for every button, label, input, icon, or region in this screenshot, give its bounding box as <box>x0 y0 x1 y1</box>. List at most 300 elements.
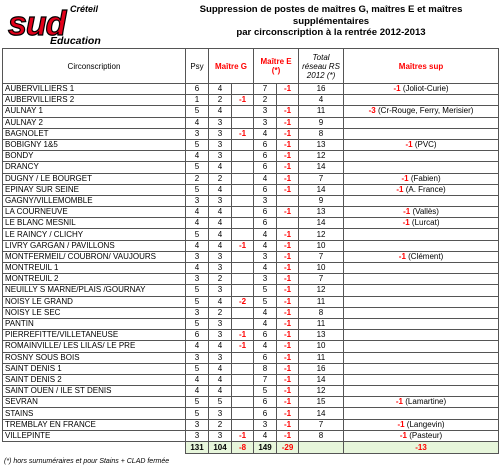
maitres-sup-cell <box>344 318 499 329</box>
maitre-e-delta-cell: -1 <box>277 274 299 285</box>
total-e-delta: -29 <box>277 442 299 454</box>
maitres-sup-cell <box>344 352 499 363</box>
maitres-sup-cell <box>344 151 499 162</box>
maitres-sup-school: (PVC) <box>414 140 437 150</box>
total-psy: 131 <box>186 442 209 454</box>
maitre-g-cell: 4 <box>209 106 232 117</box>
psy-cell: 5 <box>186 162 209 173</box>
psy-cell: 5 <box>186 408 209 419</box>
circonscription-cell: AUBERVILLIERS 1 <box>3 84 186 95</box>
maitre-g-cell: 2 <box>209 274 232 285</box>
maitres-sup-cell <box>344 307 499 318</box>
total-reseau-cell: 8 <box>299 307 344 318</box>
maitres-sup-cell <box>344 374 499 385</box>
circonscription-cell: PANTIN <box>3 318 186 329</box>
maitre-e-delta-cell: -1 <box>277 251 299 262</box>
table-row <box>3 341 499 352</box>
circonscription-cell: SEVRAN <box>3 397 186 408</box>
maitres-sup-cell <box>344 162 499 173</box>
table-row <box>3 95 499 106</box>
logo-sud-text: sud <box>8 5 66 43</box>
total-reseau-cell: 10 <box>299 341 344 352</box>
maitres-sup-cell <box>344 341 499 352</box>
maitre-e-cell: 4 <box>254 307 277 318</box>
maitre-e-delta-cell: -1 <box>277 419 299 430</box>
header-maitre-e: Maître E (*) <box>254 49 299 84</box>
maitres-sup-cell <box>344 240 499 251</box>
maitre-e-cell: 7 <box>254 84 277 95</box>
maitres-sup-school: (Clément) <box>408 251 444 261</box>
total-g-delta: -8 <box>232 442 254 454</box>
sud-education-logo <box>6 2 118 46</box>
maitres-sup-school: (Lurcat) <box>411 218 440 228</box>
maitre-e-cell: 3 <box>254 117 277 128</box>
maitres-sup-cell <box>344 117 499 128</box>
table-row <box>3 151 499 162</box>
table-row <box>3 251 499 262</box>
maitre-g-delta-cell <box>232 195 254 206</box>
maitre-e-delta-cell: -1 <box>277 296 299 307</box>
table-row <box>3 173 499 184</box>
maitre-g-cell: 3 <box>209 195 232 206</box>
psy-cell: 1 <box>186 95 209 106</box>
maitre-e-cell: 6 <box>254 184 277 195</box>
total-reseau-cell: 7 <box>299 274 344 285</box>
maitres-sup-cell <box>344 128 499 139</box>
maitre-g-delta-cell <box>232 263 254 274</box>
maitres-sup-cell <box>344 184 499 195</box>
maitre-g-cell: 2 <box>209 307 232 318</box>
maitres-sup-delta: -3 <box>368 106 376 116</box>
maitre-e-delta-cell: -1 <box>277 207 299 218</box>
maitre-g-delta-cell <box>232 363 254 374</box>
maitre-g-delta-cell: -2 <box>232 296 254 307</box>
table-row <box>3 263 499 274</box>
total-reseau-cell: 4 <box>299 95 344 106</box>
maitre-e-delta-cell <box>277 195 299 206</box>
maitre-g-cell: 4 <box>209 363 232 374</box>
total-reseau-cell: 10 <box>299 240 344 251</box>
total-reseau-cell: 13 <box>299 139 344 150</box>
maitre-e-cell: 4 <box>254 318 277 329</box>
maitre-g-delta-cell: -1 <box>232 95 254 106</box>
total-g: 104 <box>209 442 232 454</box>
table-row <box>3 207 499 218</box>
psy-cell: 4 <box>186 263 209 274</box>
total-reseau-cell: 13 <box>299 330 344 341</box>
maitre-g-cell: 2 <box>209 95 232 106</box>
table-row <box>3 419 499 430</box>
maitre-e-delta-cell: -1 <box>277 263 299 274</box>
total-reseau-cell: 16 <box>299 363 344 374</box>
total-reseau-cell: 12 <box>299 285 344 296</box>
psy-cell: 3 <box>186 307 209 318</box>
table-row <box>3 274 499 285</box>
maitres-sup-delta: -1 <box>396 184 404 194</box>
maitres-sup-cell <box>344 419 499 430</box>
total-reseau-cell: 12 <box>299 151 344 162</box>
maitres-sup-delta: -1 <box>399 430 408 440</box>
maitres-sup-delta: -1 <box>405 140 413 150</box>
maitre-e-cell: 4 <box>254 240 277 251</box>
maitre-e-cell: 5 <box>254 296 277 307</box>
maitre-e-delta-cell: -1 <box>277 162 299 173</box>
circonscription-cell: AUBERVILLIERS 2 <box>3 95 186 106</box>
total-reseau-cell: 14 <box>299 162 344 173</box>
maitres-sup-delta: -1 <box>402 218 410 228</box>
maitre-e-delta-cell: -1 <box>277 240 299 251</box>
maitre-g-cell: 3 <box>209 285 232 296</box>
total-reseau-cell: 9 <box>299 195 344 206</box>
maitres-sup-cell <box>344 263 499 274</box>
maitre-e-cell: 3 <box>254 251 277 262</box>
maitres-sup-cell <box>344 106 499 117</box>
maitre-g-cell: 3 <box>209 139 232 150</box>
psy-cell: 5 <box>186 363 209 374</box>
maitre-g-cell: 3 <box>209 151 232 162</box>
maitre-g-cell: 4 <box>209 240 232 251</box>
maitre-g-cell: 4 <box>209 229 232 240</box>
psy-cell: 4 <box>186 386 209 397</box>
circonscription-cell: STAINS <box>3 408 186 419</box>
maitre-g-delta-cell: -1 <box>232 330 254 341</box>
total-reseau-cell: 8 <box>299 430 344 441</box>
circonscription-cell: TREMBLAY EN FRANCE <box>3 419 186 430</box>
maitre-e-delta-cell: -1 <box>277 117 299 128</box>
circonscription-cell: LA COURNEUVE <box>3 207 186 218</box>
maitres-sup-delta: -1 <box>395 397 404 407</box>
circonscription-cell: MONTREUIL 2 <box>3 274 186 285</box>
maitres-sup-cell <box>344 173 499 184</box>
circonscription-cell: NOISY LE SEC <box>3 307 186 318</box>
maitre-g-cell: 3 <box>209 430 232 441</box>
maitre-e-delta-cell: -1 <box>277 318 299 329</box>
maitre-g-cell: 3 <box>209 330 232 341</box>
maitre-g-delta-cell <box>232 173 254 184</box>
maitres-sup-cell <box>344 296 499 307</box>
maitre-e-cell: 5 <box>254 285 277 296</box>
maitre-g-delta-cell <box>232 408 254 419</box>
total-reseau-cell: 11 <box>299 318 344 329</box>
maitre-e-delta-cell: -1 <box>277 139 299 150</box>
circonscription-cell: MONTREUIL 1 <box>3 263 186 274</box>
maitre-g-delta-cell <box>232 117 254 128</box>
maitres-sup-school: (Vallès) <box>412 207 439 217</box>
maitres-sup-delta: -1 <box>401 173 409 183</box>
table-row <box>3 117 499 128</box>
maitre-e-cell: 4 <box>254 341 277 352</box>
psy-cell: 6 <box>186 330 209 341</box>
maitre-g-delta-cell <box>232 162 254 173</box>
psy-cell: 3 <box>186 251 209 262</box>
circonscription-cell: SAINT OUEN / ILE ST DENIS <box>3 386 186 397</box>
circonscription-cell: AULNAY 2 <box>3 117 186 128</box>
page-title <box>186 4 476 39</box>
maitres-sup-school: (Fabien) <box>410 173 441 183</box>
maitre-e-cell: 3 <box>254 419 277 430</box>
table-row <box>3 330 499 341</box>
maitre-g-delta-cell <box>232 229 254 240</box>
maitre-g-cell: 4 <box>209 341 232 352</box>
maitre-g-cell: 3 <box>209 117 232 128</box>
psy-cell: 3 <box>186 195 209 206</box>
maitres-sup-cell <box>344 229 499 240</box>
maitre-e-cell: 6 <box>254 139 277 150</box>
psy-cell: 3 <box>186 419 209 430</box>
psy-cell: 4 <box>186 341 209 352</box>
total-sup: -13 <box>344 442 499 454</box>
maitres-sup-cell <box>344 207 499 218</box>
psy-cell: 5 <box>186 318 209 329</box>
maitres-sup-cell <box>344 84 499 95</box>
psy-cell: 4 <box>186 207 209 218</box>
circonscription-cell: EPINAY SUR SEINE <box>3 184 186 195</box>
psy-cell: 6 <box>186 84 209 95</box>
maitre-g-cell: 4 <box>209 184 232 195</box>
maitres-sup-cell <box>344 251 499 262</box>
maitre-e-delta-cell <box>277 95 299 106</box>
maitre-g-delta-cell <box>232 386 254 397</box>
maitre-g-delta-cell <box>232 218 254 229</box>
table-row <box>3 128 499 139</box>
psy-cell: 4 <box>186 374 209 385</box>
table-row <box>3 285 499 296</box>
table-row <box>3 84 499 95</box>
table-row <box>3 195 499 206</box>
maitre-e-delta-cell: -1 <box>277 84 299 95</box>
maitre-g-delta-cell: -1 <box>232 430 254 441</box>
circonscription-cell: SAINT DENIS 2 <box>3 374 186 385</box>
maitre-g-delta-cell <box>232 318 254 329</box>
circonscription-cell: ROMAINVILLE/ LES LILAS/ LE PRE <box>3 341 186 352</box>
maitre-e-delta-cell: -1 <box>277 374 299 385</box>
maitres-sup-school: (Langevin) <box>406 419 445 429</box>
psy-cell: 5 <box>186 184 209 195</box>
title-line-2: supplémentaires <box>292 15 370 27</box>
circonscription-cell: LIVRY GARGAN / PAVILLONS <box>3 240 186 251</box>
psy-cell: 5 <box>186 139 209 150</box>
psy-cell: 5 <box>186 106 209 117</box>
maitre-g-cell: 3 <box>209 318 232 329</box>
maitres-sup-delta: -1 <box>403 207 411 217</box>
total-reseau-cell: 16 <box>299 84 344 95</box>
header-circonscription: Circonscription <box>3 49 186 84</box>
maitre-g-delta-cell <box>232 84 254 95</box>
maitre-e-delta-cell: -1 <box>277 173 299 184</box>
maitre-e-cell: 6 <box>254 151 277 162</box>
maitre-g-delta-cell <box>232 106 254 117</box>
total-reseau-cell: 14 <box>299 184 344 195</box>
table-row <box>3 352 499 363</box>
maitres-sup-cell <box>344 397 499 408</box>
maitre-e-delta-cell: -1 <box>277 330 299 341</box>
total-reseau-cell: 11 <box>299 106 344 117</box>
maitre-e-delta-cell: -1 <box>277 106 299 117</box>
total-reseau-cell: 13 <box>299 207 344 218</box>
maitre-e-delta-cell: -1 <box>277 151 299 162</box>
maitres-sup-school: (Pasteur) <box>409 430 443 440</box>
total-reseau-cell: 11 <box>299 352 344 363</box>
maitre-g-cell: 4 <box>209 218 232 229</box>
maitre-g-cell: 4 <box>209 162 232 173</box>
maitre-g-cell: 4 <box>209 296 232 307</box>
maitre-e-cell: 6 <box>254 162 277 173</box>
table-row <box>3 318 499 329</box>
circonscription-cell: ROSNY SOUS BOIS <box>3 352 186 363</box>
maitre-g-cell: 5 <box>209 397 232 408</box>
table-row <box>3 184 499 195</box>
circonscription-cell: LE RAINCY / CLICHY <box>3 229 186 240</box>
circonscription-cell: BONDY <box>3 151 186 162</box>
circonscription-cell: BAGNOLET <box>3 128 186 139</box>
table-row <box>3 307 499 318</box>
maitre-g-delta-cell <box>232 274 254 285</box>
maitre-e-cell: 6 <box>254 397 277 408</box>
title-line-1: Suppression de postes de maîtres G, maîtres E et maîtres <box>199 4 463 15</box>
psy-cell: 5 <box>186 229 209 240</box>
maitres-sup-school: (Lamartine) <box>405 397 447 407</box>
table-row <box>3 430 499 441</box>
total-reseau-cell: 15 <box>299 397 344 408</box>
table-row <box>3 218 499 229</box>
circonscription-cell: DRANCY <box>3 162 186 173</box>
maitre-e-cell: 8 <box>254 363 277 374</box>
maitre-g-delta-cell: -1 <box>232 240 254 251</box>
maitre-g-delta-cell <box>232 139 254 150</box>
maitres-sup-delta: -1 <box>397 419 405 429</box>
maitre-g-cell: 3 <box>209 408 232 419</box>
totals-row <box>3 442 499 454</box>
circonscription-cell: GAGNY/VILLEMOMBLE <box>3 195 186 206</box>
maitres-sup-school: (Joliot-Curie) <box>402 84 449 94</box>
maitre-g-cell: 3 <box>209 251 232 262</box>
logo-education-text: Education <box>50 35 101 46</box>
maitre-g-delta-cell <box>232 251 254 262</box>
maitre-g-delta-cell <box>232 285 254 296</box>
maitre-e-delta-cell: -1 <box>277 363 299 374</box>
circonscription-cell: BOBIGNY 1&5 <box>3 139 186 150</box>
maitre-g-cell: 4 <box>209 386 232 397</box>
maitre-e-cell: 6 <box>254 330 277 341</box>
circonscription-cell: SAINT DENIS 1 <box>3 363 186 374</box>
maitre-e-delta-cell: -1 <box>277 408 299 419</box>
totals-label-cell <box>3 442 186 454</box>
psy-cell: 2 <box>186 173 209 184</box>
maitre-e-delta-cell: -1 <box>277 285 299 296</box>
table-row <box>3 229 499 240</box>
maitre-e-cell: 4 <box>254 263 277 274</box>
table-row <box>3 162 499 173</box>
table-row <box>3 296 499 307</box>
total-reseau-cell: 14 <box>299 374 344 385</box>
total-reseau-cell: 11 <box>299 296 344 307</box>
table-row <box>3 240 499 251</box>
psy-cell: 3 <box>186 352 209 363</box>
maitre-e-cell: 6 <box>254 352 277 363</box>
maitres-sup-school: (A. France) <box>405 184 446 194</box>
maitre-g-cell: 4 <box>209 374 232 385</box>
maitre-e-cell: 3 <box>254 274 277 285</box>
circonscription-cell: LE BLANC MESNIL <box>3 218 186 229</box>
total-reseau-cell: 14 <box>299 218 344 229</box>
psy-cell: 5 <box>186 285 209 296</box>
maitre-g-delta-cell <box>232 352 254 363</box>
maitre-e-delta-cell: -1 <box>277 430 299 441</box>
maitres-sup-cell <box>344 139 499 150</box>
total-reseau-cell: 9 <box>299 117 344 128</box>
maitres-sup-cell <box>344 408 499 419</box>
maitre-g-cell: 3 <box>209 128 232 139</box>
total-reseau-cell: 8 <box>299 128 344 139</box>
maitre-g-delta-cell <box>232 397 254 408</box>
psy-cell: 4 <box>186 218 209 229</box>
circonscription-cell: VILLEPINTE <box>3 430 186 441</box>
maitres-sup-cell <box>344 285 499 296</box>
psy-cell: 3 <box>186 430 209 441</box>
postes-table <box>2 48 499 454</box>
header-maitres-sup: Maîtres sup <box>344 49 499 84</box>
maitres-sup-cell <box>344 195 499 206</box>
maitre-e-delta-cell: -1 <box>277 307 299 318</box>
table-header-row <box>3 49 499 84</box>
maitre-g-delta-cell <box>232 307 254 318</box>
maitre-e-cell: 2 <box>254 95 277 106</box>
total-reseau <box>299 442 344 454</box>
maitre-e-delta-cell: -1 <box>277 386 299 397</box>
total-reseau-cell: 14 <box>299 408 344 419</box>
total-e: 149 <box>254 442 277 454</box>
maitre-g-delta-cell: -1 <box>232 341 254 352</box>
logo-graphic <box>6 2 118 46</box>
circonscription-cell: PIERREFITTE/VILLETANEUSE <box>3 330 186 341</box>
maitre-e-cell: 4 <box>254 430 277 441</box>
maitre-e-delta-cell: -1 <box>277 229 299 240</box>
table-row <box>3 139 499 150</box>
title-line-3: par circonscription à la rentrée 2012-2013 <box>236 27 426 38</box>
maitre-e-cell: 7 <box>254 374 277 385</box>
maitre-e-cell: 6 <box>254 207 277 218</box>
maitre-e-delta-cell <box>277 218 299 229</box>
maitre-e-cell: 6 <box>254 218 277 229</box>
footnote: (*) hors surnuméraires et pour Stains + CLAD fermée <box>4 458 170 465</box>
maitres-sup-delta: -1 <box>393 84 401 94</box>
psy-cell: 5 <box>186 296 209 307</box>
maitres-sup-cell <box>344 218 499 229</box>
maitre-g-cell: 2 <box>209 173 232 184</box>
maitres-sup-cell <box>344 363 499 374</box>
total-reseau-cell: 7 <box>299 251 344 262</box>
maitre-e-cell: 5 <box>254 386 277 397</box>
maitre-g-delta-cell: -1 <box>232 128 254 139</box>
table-row <box>3 386 499 397</box>
total-reseau-cell: 10 <box>299 263 344 274</box>
maitre-g-cell: 2 <box>209 419 232 430</box>
maitre-e-cell: 6 <box>254 408 277 419</box>
maitre-g-delta-cell <box>232 374 254 385</box>
maitres-sup-cell <box>344 430 499 441</box>
maitres-sup-cell <box>344 386 499 397</box>
maitre-e-cell: 3 <box>254 195 277 206</box>
maitre-g-cell: 4 <box>209 84 232 95</box>
logo-creteil-text: Créteil <box>70 4 99 14</box>
maitre-e-delta-cell: -1 <box>277 184 299 195</box>
maitres-sup-delta: -1 <box>398 251 406 261</box>
maitre-g-cell: 4 <box>209 207 232 218</box>
maitres-sup-cell <box>344 330 499 341</box>
circonscription-cell: MONTFERMEIL/ COUBRON/ VAUJOURS <box>3 251 186 262</box>
maitre-g-cell: 3 <box>209 352 232 363</box>
maitre-g-delta-cell <box>232 207 254 218</box>
